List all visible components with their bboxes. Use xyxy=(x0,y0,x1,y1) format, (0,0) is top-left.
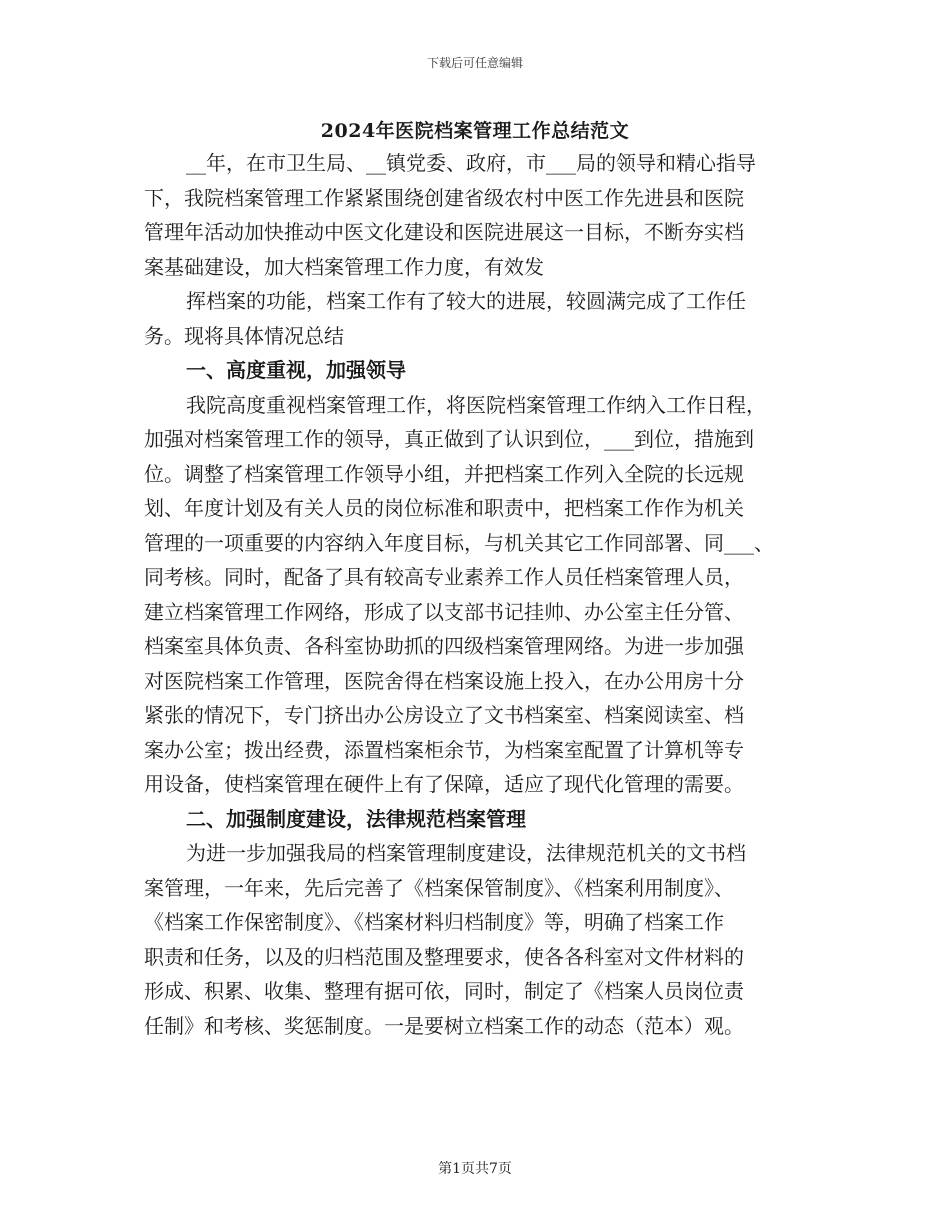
paragraph-line: 任制》和考核、奖惩制度。一是要树立档案工作的动态（范本）观。 xyxy=(144,1013,744,1038)
paragraph-line: 加强对档案管理工作的领导，真正做到了认识到位，___到位，措施到 xyxy=(144,427,754,451)
paragraph-line: 对医院档案工作管理，医院舍得在档案设施上投入，在办公用房十分 xyxy=(144,668,744,693)
document-title: 2024年医院档案管理工作总结范文 xyxy=(320,120,630,142)
paragraph-line: 务。现将具体情况总结 xyxy=(144,323,344,348)
paragraph-line: 建立档案管理工作网络，形成了以支部书记挂帅、办公室主任分管、 xyxy=(144,599,744,624)
paragraph-line: 形成、积累、收集、整理有据可依，同时，制定了《档案人员岗位责 xyxy=(144,979,744,1003)
paragraph-line: 我院高度重视档案管理工作，将医院档案管理工作纳入工作日程， xyxy=(186,392,766,417)
paragraph-line: 挥档案的功能，档案工作有了较大的进展，较圆满完成了工作任 xyxy=(186,289,746,313)
paragraph-line: 案办公室；拨出经费，添置档案柜余节，为档案室配置了计算机等专 xyxy=(144,737,744,762)
paragraph-line: 管理的一项重要的内容纳入年度目标，与机关其它工作同部署、同___、 xyxy=(144,530,774,555)
paragraph-line: 划、年度计划及有关人员的岗位标准和职责中，把档案工作作为机关 xyxy=(144,496,744,520)
paragraph-line: 位。调整了档案管理工作领导小组，并把档案工作列入全院的长远规 xyxy=(144,461,744,486)
paragraph-line: 案管理，一年来，先后完善了《档案保管制度》、《档案利用制度》、 xyxy=(144,875,734,900)
paragraph-line: 管理年活动加快推动中医文化建设和医院进展这一目标，不断夯实档 xyxy=(144,220,744,244)
paragraph-line: 为进一步加强我局的档案管理制度建设，法律规范机关的文书档 xyxy=(186,841,746,865)
section-heading-2: 二、加强制度建设，法律规范档案管理 xyxy=(186,806,526,831)
paragraph-line: 档案室具体负责、各科室协助抓的四级档案管理网络。为进一步加强 xyxy=(144,634,744,658)
page-indicator: 第1页共7页 xyxy=(438,1161,512,1177)
paragraph-line: 同考核。同时，配备了具有较高专业素养工作人员任档案管理人员， xyxy=(144,565,744,589)
paragraph-line: 案基础建设，加大档案管理工作力度，有效发 xyxy=(144,254,544,279)
section-heading-1: 一、高度重视，加强领导 xyxy=(186,358,406,382)
paragraph-line: 下，我院档案管理工作紧紧围绕创建省级农村中医工作先进县和医院 xyxy=(144,185,744,210)
paragraph-line: 紧张的情况下，专门挤出办公房设立了文书档案室、档案阅读室、档 xyxy=(144,703,744,727)
paragraph-line: 用设备，使档案管理在硬件上有了保障，适应了现代化管理的需要。 xyxy=(144,772,744,796)
document-body xyxy=(144,146,816,1043)
paragraph-line: __年，在市卫生局、__镇党委、政府，市___局的领导和精心指导 xyxy=(186,151,756,175)
paragraph-line: 职责和任务，以及的归档范围及整理要求，使各各科室对文件材料的 xyxy=(144,944,744,969)
page-header-note: 下载后可任意编辑 xyxy=(426,56,523,70)
paragraph-line: 《档案工作保密制度》、《档案材料归档制度》等，明确了档案工作 xyxy=(144,910,724,934)
